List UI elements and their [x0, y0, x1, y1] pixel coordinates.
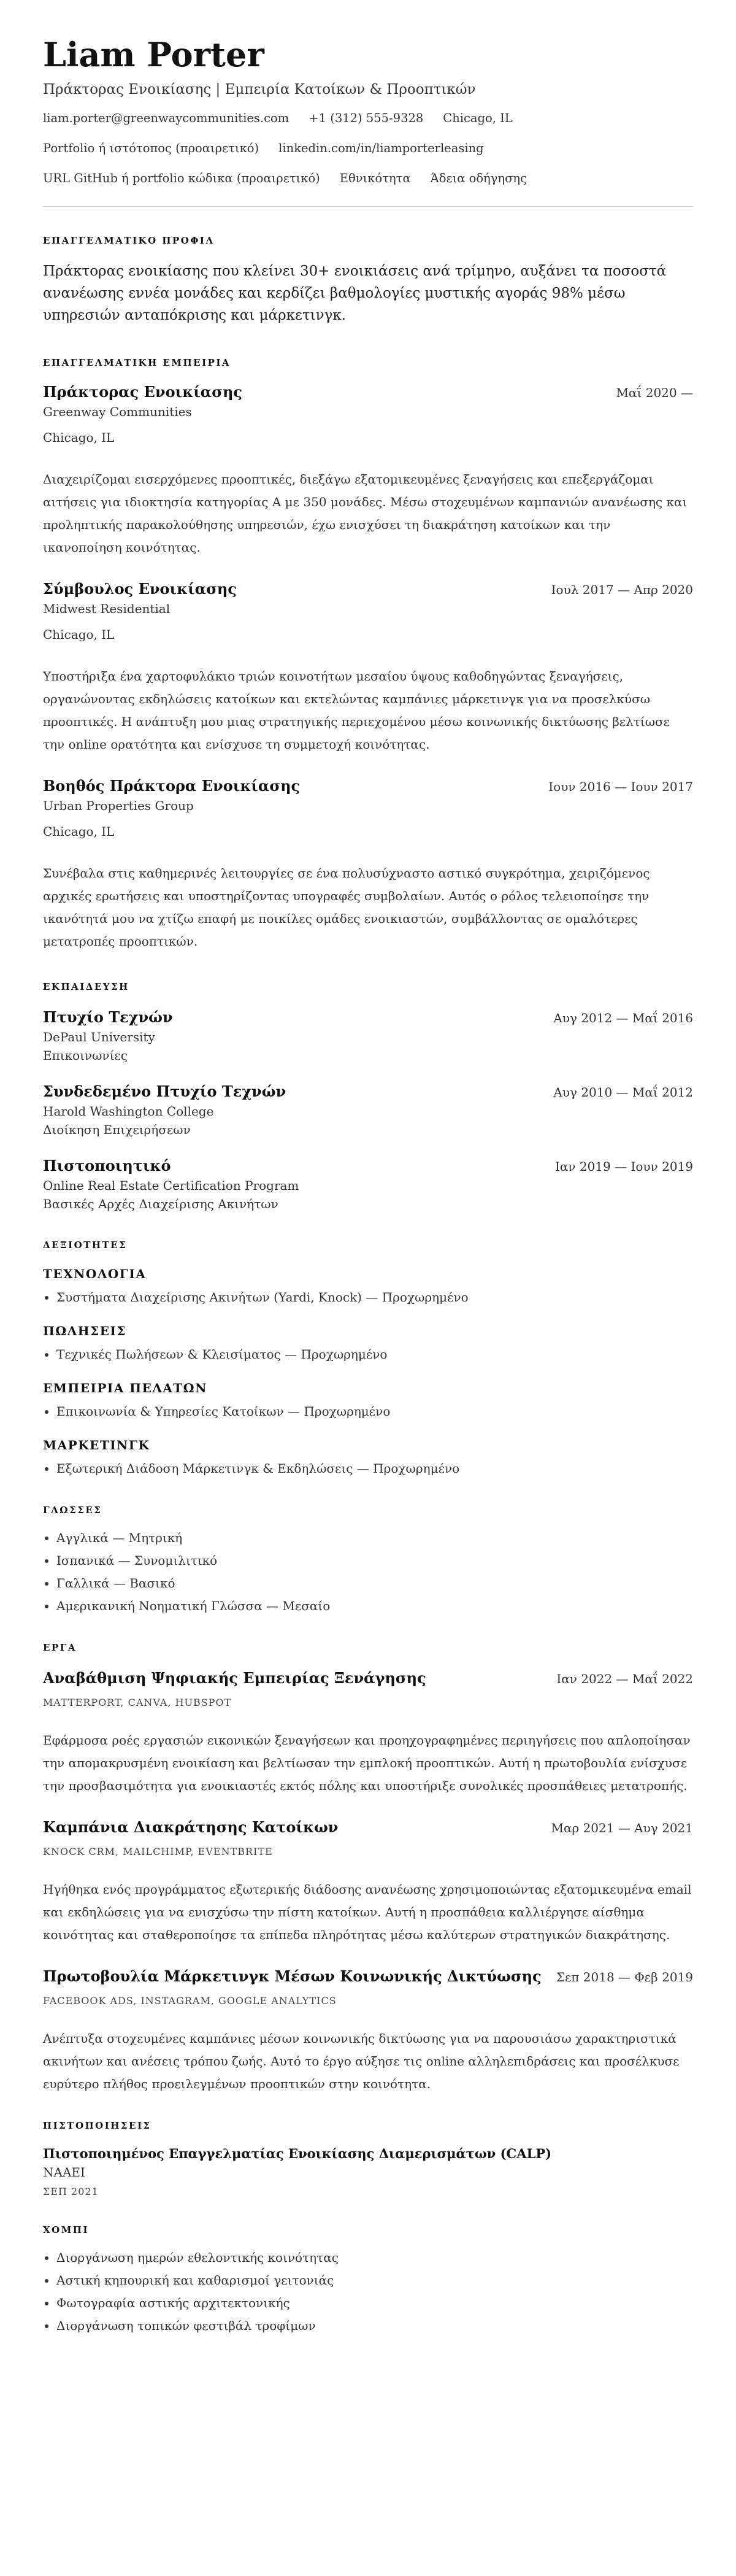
- company-name: Greenway Communities: [43, 404, 192, 420]
- certification-date: ΣΕΠ 2021: [43, 2186, 99, 2198]
- school-name: Online Real Estate Certification Program: [43, 1178, 299, 1194]
- education-section: [43, 981, 693, 1211]
- email-link[interactable]: liam.porter@greenwaycommunities.com: [43, 111, 289, 126]
- hobbies-section: [43, 2224, 693, 2337]
- language-list: [43, 1527, 693, 1618]
- portfolio-link[interactable]: Portfolio ή ιστότοπος (προαιρετικό): [43, 141, 259, 156]
- degree-title: Πτυχίο Τεχνών: [43, 1008, 173, 1027]
- language-item: • Γαλλικά — Βασικό: [56, 1572, 693, 1595]
- nationality: Εθνικότητα: [339, 171, 411, 186]
- school-name: DePaul University: [43, 1030, 155, 1045]
- linkedin-link[interactable]: linkedin.com/in/liamporterleasing: [278, 141, 484, 156]
- project-dates: Μαρ 2021 — Αυγ 2021: [551, 1821, 693, 1836]
- project-description: Ηγήθηκα ενός προγράμματος εξωτερικής διάδοσης ανανέωσης χρησιμοποιώντας εξατομικευμένα email και εκδηλώσεις για να ενισχύσω την πίστη κατοίκων. Αυτή η προσπάθεια καλλιέργησε αίσθημα κοινότητας και σταθεροποίησε τα επίπεδα πληρότητας μέσω καλύτερων στρατηγικών διακράτησης.: [43, 1882, 692, 1943]
- job-title: Πράκτορας Ενοικίασης: [43, 383, 243, 401]
- project-dates: Σεπ 2018 — Φεβ 2019: [556, 1970, 693, 1985]
- skills-section: [43, 1240, 693, 1480]
- project-description: Εφάρμοσα ροές εργασιών εικονικών ξεναγήσεων και προηχογραφημένες περιηγήσεις που απλοποίησαν την απομακρυσμένη ενοικίαση και βελτίωσαν την εμπλοκή προοπτικών. Αυτή η πρωτοβουλία ενίσχυσε την προσβασιμότητα για ενοικιαστές εκτός πόλης και υποστήριξε συνολικές προσπάθειες μετατροπής.: [43, 1733, 691, 1794]
- location: Chicago, IL: [443, 111, 513, 126]
- contact-row: [43, 141, 693, 155]
- hobby-item: • Φωτογραφία αστικής αρχιτεκτονικής: [56, 2292, 693, 2315]
- field-of-study: Βασικές Αρχές Διαχείρισης Ακινήτων: [43, 1197, 278, 1212]
- section-title: ΕΡΓΑ: [43, 1642, 77, 1654]
- job-dates: Ιουν 2016 — Ιουν 2017: [548, 779, 693, 795]
- job-title: Βοηθός Πράκτορα Ενοικίασης: [43, 777, 301, 795]
- experience-entry: [43, 777, 693, 953]
- skill-item: • Συστήματα Διαχείρισης Ακινήτων (Yardi, Knock) — Προχωρημένο: [56, 1286, 693, 1309]
- skill-item: • Τεχνικές Πωλήσεων & Κλεισίματος — Προχωρημένο: [56, 1343, 693, 1366]
- github-link[interactable]: URL GitHub ή portfolio κώδικα (προαιρετικό): [43, 171, 320, 186]
- section-title: ΕΚΠΑΙΔΕΥΣΗ: [43, 981, 129, 993]
- skill-item: • Εξωτερική Διάδοση Μάρκετινγκ & Εκδηλώσεις — Προχωρημένο: [56, 1457, 693, 1480]
- project-technologies: MATTERPORT, CANVA, HUBSPOT: [43, 1697, 232, 1709]
- candidate-name: Liam Porter: [43, 35, 264, 74]
- experience-section: [43, 357, 693, 953]
- skill-category: ΤΕΧΝΟΛΟΓΙΑ: [43, 1267, 147, 1282]
- job-location: Chicago, IL: [43, 824, 115, 839]
- job-description: Υποστήριξα ένα χαρτοφυλάκιο τριών κοινοτήτων μεσαίου ύψους καθοδηγώντας ξεναγήσεις, οργανώνοντας εκδηλώσεις κατοίκων και εκτελώντας καμπάνιες μάρκετινγκ για να προσελκύσω προοπτικές. Η ανάπτυξη μου μιας στρατηγικής περιεχομένου μέσω κοινωνικής δικτύωσης βελτίωσε την online ορατότητα και ενίσχυσε τη συμμετοχή κοινότητας.: [43, 669, 670, 752]
- skill-item: • Επικοινωνία & Υπηρεσίες Κατοίκων — Προχωρημένο: [56, 1400, 693, 1423]
- section-title: ΓΛΩΣΣΕΣ: [43, 1505, 102, 1516]
- experience-entry: [43, 580, 693, 756]
- job-description: Διαχειρίζομαι εισερχόμενες προοπτικές, διεξάγω εξατομικευμένες ξεναγήσεις και επεξεργάζομαι αιτήσεις για ιδιοκτησία κατηγορίας Α με 350 μονάδες. Μέσω στοχευμένων καμπανιών ανανέωσης και προληπτικής παρακολούθησης υπηρεσιών, έχω ενισχύσει τη διακράτηση κατοίκων και την ικανοποίηση κοινότητας.: [43, 472, 688, 555]
- resume-header: [43, 37, 693, 185]
- project-name: Πρωτοβουλία Μάρκετινγκ Μέσων Κοινωνικής Δικτύωσης: [43, 1967, 542, 1986]
- contact-row: [43, 171, 693, 185]
- field-of-study: Επικοινωνίες: [43, 1048, 128, 1063]
- profile-section: [43, 235, 693, 326]
- projects-section: [43, 1642, 693, 2096]
- degree-title: Συνδεδεμένο Πτυχίο Τεχνών: [43, 1082, 286, 1101]
- certification-name: Πιστοποιημένος Επαγγελματίας Ενοικίασης Διαμερισμάτων (CALP): [43, 2146, 552, 2162]
- job-dates: Ιουλ 2017 — Απρ 2020: [551, 582, 693, 598]
- profile-summary: Πράκτορας ενοικίασης που κλείνει 30+ ενοικιάσεις ανά τρίμηνο, αυξάνει τα ποσοστά ανανέωσης εννέα μονάδες και κερδίζει βαθμολογίες μυστικής αγοράς 98% μέσω υπηρεσιών ανταπόκρισης και μάρκετινγκ.: [43, 263, 667, 323]
- skill-category: ΜΑΡΚΕΤΙΝΓΚ: [43, 1438, 150, 1453]
- project-entry: [43, 1818, 693, 1946]
- project-technologies: FACEBOOK ADS, INSTAGRAM, GOOGLE ANALYTICS: [43, 1995, 337, 2007]
- certification-issuer: NAAEI: [43, 2165, 85, 2180]
- education-dates: Αυγ 2010 — Μαΐ 2012: [553, 1085, 693, 1100]
- hobby-item: • Διοργάνωση τοπικών φεστιβάλ τροφίμων: [56, 2315, 693, 2337]
- hobby-item: • Αστική κηπουρική και καθαρισμοί γειτονιάς: [56, 2269, 693, 2292]
- contact-row: [43, 111, 693, 125]
- header-divider: [43, 206, 693, 207]
- company-name: Midwest Residential: [43, 601, 171, 617]
- languages-section: [43, 1505, 693, 1618]
- project-technologies: KNOCK CRM, MAILCHIMP, EVENTBRITE: [43, 1846, 273, 1858]
- skill-list: [43, 1286, 693, 1309]
- job-location: Chicago, IL: [43, 430, 115, 445]
- phone-number: +1 (312) 555-9328: [309, 111, 424, 126]
- project-entry: [43, 1967, 693, 2096]
- language-item: • Ισπανικά — Συνομιλιτικό: [56, 1549, 693, 1572]
- headline: Πράκτορας Ενοικίασης | Εμπειρία Κατοίκων & Προοπτικών: [43, 82, 476, 98]
- project-name: Αναβάθμιση Ψηφιακής Εμπειρίας Ξενάγησης: [43, 1669, 426, 1687]
- project-name: Καμπάνια Διακράτησης Κατοίκων: [43, 1818, 339, 1837]
- certifications-section: [43, 2120, 693, 2197]
- section-title: ΠΙΣΤΟΠΟΙΗΣΕΙΣ: [43, 2120, 151, 2132]
- hobby-list: [43, 2246, 693, 2337]
- experience-entry: [43, 383, 693, 559]
- section-title: ΕΠΑΓΓΕΛΜΑΤΙΚΗ ΕΜΠΕΙΡΙΑ: [43, 357, 231, 369]
- education-dates: Αυγ 2012 — Μαΐ 2016: [553, 1011, 693, 1026]
- language-item: • Αγγλικά — Μητρική: [56, 1527, 693, 1549]
- field-of-study: Διοίκηση Επιχειρήσεων: [43, 1122, 191, 1138]
- skill-list: [43, 1343, 693, 1366]
- education-entry: [43, 1157, 693, 1211]
- section-title: ΧΟΜΠΙ: [43, 2224, 89, 2236]
- job-location: Chicago, IL: [43, 627, 115, 642]
- language-item: • Αμερικανική Νοηματική Γλώσσα — Μεσαίο: [56, 1595, 693, 1618]
- job-title: Σύμβουλος Ενοικίασης: [43, 580, 237, 598]
- job-dates: Μαΐ 2020 —: [616, 385, 693, 401]
- section-title: ΔΕΞΙΟΤΗΤΕΣ: [43, 1240, 128, 1251]
- degree-title: Πιστοποιητικό: [43, 1157, 171, 1175]
- job-description: Συνέβαλα στις καθημερινές λειτουργίες σε ένα πολυσύχναστο αστικό συγκρότημα, χειριζόμενος αρχικές ερωτήσεις και υποστηρίζοντας υπογραφές συμβολαίων. Αυτός ο ρόλος τελειοποίησε την ικανότητά μου να χτίζω επαφή με ποικίλες ομάδες ενοικιαστών, συμβάλλοντας σε ομαλότερες μετατροπές προοπτικών.: [43, 866, 650, 949]
- education-entry: [43, 1008, 693, 1063]
- project-description: Ανέπτυξα στοχευμένες καμπάνιες μέσων κοινωνικής δικτύωσης για να παρουσιάσω χαρακτηριστικά ακινήτων και ανέσεις τρόπου ζωής. Αυτό το έργο αύξησε τις online αλληλεπιδράσεις και προσέλκυσε ευρύτερο πλήθος προειλεγμένων προοπτικών στην κοινότητα.: [43, 2031, 680, 2092]
- school-name: Harold Washington College: [43, 1104, 214, 1119]
- company-name: Urban Properties Group: [43, 798, 194, 814]
- education-entry: [43, 1082, 693, 1137]
- hobby-item: • Διοργάνωση ημερών εθελοντικής κοινότητας: [56, 2246, 693, 2269]
- project-entry: [43, 1669, 693, 1797]
- skill-category: ΕΜΠΕΙΡΙΑ ΠΕΛΑΤΩΝ: [43, 1381, 207, 1396]
- drivers-license: Άδεια οδήγησης: [430, 171, 527, 186]
- education-dates: Ιαν 2019 — Ιουν 2019: [554, 1159, 693, 1174]
- skill-list: [43, 1457, 693, 1480]
- section-title: ΕΠΑΓΓΕΛΜΑΤΙΚΟ ΠΡΟΦΙΛ: [43, 235, 215, 247]
- skill-list: [43, 1400, 693, 1423]
- skill-category: ΠΩΛΗΣΕΙΣ: [43, 1324, 126, 1339]
- project-dates: Ιαν 2022 — Μαΐ 2022: [556, 1672, 693, 1687]
